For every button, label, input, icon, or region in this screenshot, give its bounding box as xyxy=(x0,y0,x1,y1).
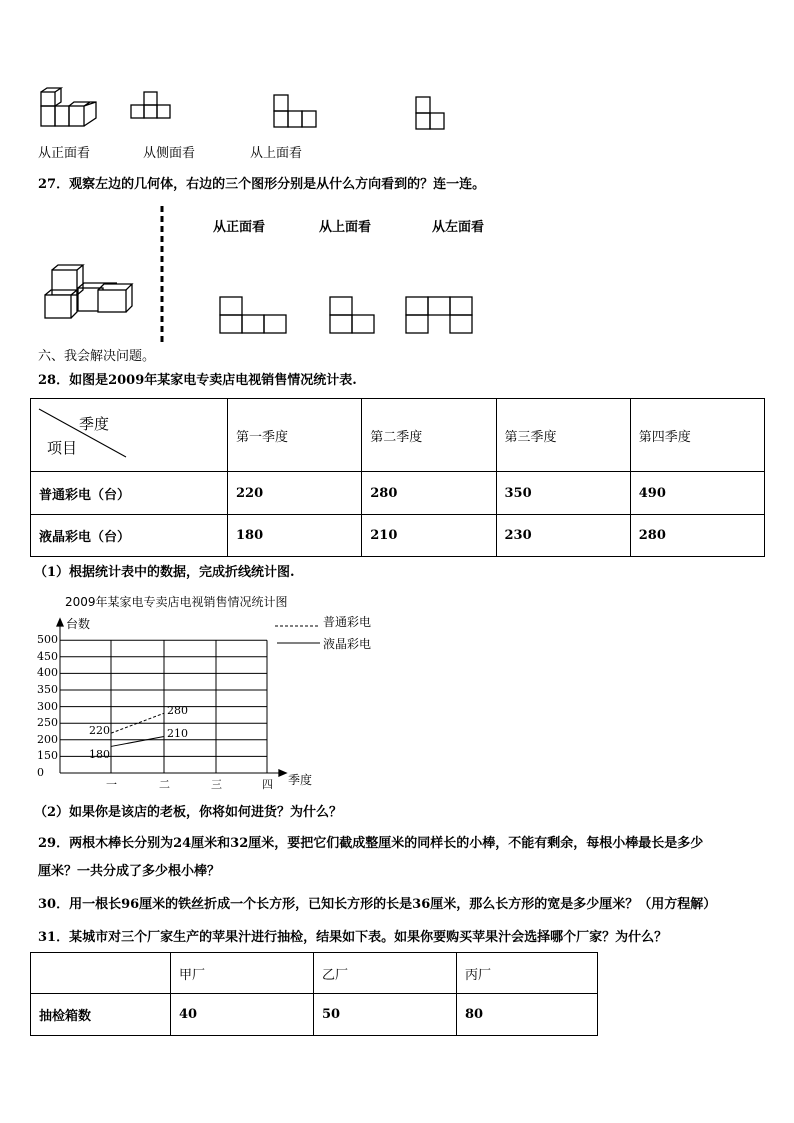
sub-question-1: （1）根据统计表中的数据，完成折线统计图. xyxy=(34,565,295,580)
column-header: 甲厂 xyxy=(171,953,314,994)
view-label: 从正面看 xyxy=(38,146,91,161)
y-tick-label: 200 xyxy=(37,732,58,746)
question-29-line2: 厘米？一共分成了多少根小棒？ xyxy=(38,864,221,879)
y-tick-label: 250 xyxy=(37,716,58,730)
column-header: 丙厂 xyxy=(457,953,598,994)
data-label: 220 xyxy=(89,724,110,738)
question-28: 28．如图是2009年某家电专卖店电视销售情况统计表. xyxy=(38,373,357,388)
y-tick-label: 450 xyxy=(37,649,58,663)
question-30: 30．用一根长96厘米的铁丝折成一个长方形，已知长方形的长是36厘米，那么长方形的宽是多少厘米？（用方程解） xyxy=(38,897,717,912)
legend-label: 普通彩电 xyxy=(323,615,372,629)
left-view-shape xyxy=(406,297,472,333)
row-label: 液晶彩电（台） xyxy=(31,515,228,557)
view-label: 从正面看 xyxy=(213,220,266,235)
table-cell: 180 xyxy=(228,515,362,557)
view-label: 从左面看 xyxy=(432,220,485,235)
top-view-shape-2 xyxy=(416,97,444,129)
front-view-shape xyxy=(220,297,286,333)
question-27: 27．观察左边的几何体，右边的三个图形分别是从什么方向看到的？连一连。 xyxy=(38,177,486,192)
legend-label: 液晶彩电 xyxy=(323,637,372,651)
y-axis-label: 台数 xyxy=(66,617,91,631)
x-tick-label: 四 xyxy=(262,778,273,791)
x-tick-label: 二 xyxy=(159,778,170,791)
sub-question-2: （2）如果你是该店的老板，你将如何进货？为什么？ xyxy=(34,805,343,820)
question-29-line1: 29．两根木棒长分别为24厘米和32厘米，要把它们截成整厘米的同样长的小棒，不能有剩余，每根小棒最长是多少 xyxy=(38,836,704,851)
x-tick-label: 一 xyxy=(106,778,117,791)
table-cell: 40 xyxy=(171,994,314,1036)
column-header xyxy=(31,953,171,994)
column-header: 第三季度 xyxy=(496,399,630,472)
x-axis-arrow xyxy=(279,770,286,776)
y-tick-label: 150 xyxy=(37,749,58,763)
chart-title: 2009年某家电专卖店电视销售情况统计图 xyxy=(65,595,288,609)
table-cell: 50 xyxy=(314,994,457,1036)
x-axis-label: 季度 xyxy=(288,773,313,787)
row-label: 普通彩电（台） xyxy=(31,472,228,515)
data-label: 180 xyxy=(89,748,110,762)
3d-cubes-figure-top xyxy=(41,88,96,126)
y-tick-label: 400 xyxy=(37,666,58,680)
view-label: 从上面看 xyxy=(319,220,372,235)
corner-header-cell xyxy=(31,399,228,472)
view-label: 从上面看 xyxy=(250,146,303,161)
y-tick-label: 500 xyxy=(37,633,58,647)
y-tick-label: 0 xyxy=(37,766,44,779)
sales-table xyxy=(30,398,765,557)
table-cell: 350 xyxy=(496,472,630,515)
table-row xyxy=(31,515,765,557)
table-cell: 490 xyxy=(630,472,764,515)
table-row xyxy=(31,472,765,515)
y-axis-arrow xyxy=(57,619,63,626)
table-cell: 280 xyxy=(362,472,496,515)
table-cell: 80 xyxy=(457,994,598,1036)
column-header: 第二季度 xyxy=(362,399,496,472)
table-cell: 220 xyxy=(228,472,362,515)
corner-bottom-label: 项目 xyxy=(47,439,78,457)
series-line xyxy=(111,736,164,746)
column-header: 第一季度 xyxy=(228,399,362,472)
juice-table xyxy=(30,952,598,1036)
view-label: 从侧面看 xyxy=(143,146,196,161)
top-view-shape-1 xyxy=(274,95,316,127)
3d-cubes-figure-q27 xyxy=(45,265,132,318)
data-label: 280 xyxy=(167,704,188,718)
side-view-shape xyxy=(131,92,170,118)
table-cell: 280 xyxy=(630,515,764,557)
row-label: 抽检箱数 xyxy=(31,994,171,1036)
table-cell: 210 xyxy=(362,515,496,557)
x-tick-label: 三 xyxy=(211,778,222,791)
y-tick-label: 300 xyxy=(37,699,58,713)
question-31: 31．某城市对三个厂家生产的苹果汁进行抽检，结果如下表。如果你要购买苹果汁会选择哪个厂家？为什么？ xyxy=(38,930,668,945)
table-cell: 230 xyxy=(496,515,630,557)
section-heading: 六、我会解决问题。 xyxy=(38,349,156,364)
top-view-shape-q27 xyxy=(330,297,374,333)
column-header: 第四季度 xyxy=(630,399,764,472)
column-header: 乙厂 xyxy=(314,953,457,994)
y-tick-label: 350 xyxy=(37,683,58,696)
table-row xyxy=(31,994,598,1036)
corner-top-label: 季度 xyxy=(79,415,110,433)
data-label: 210 xyxy=(167,727,188,741)
